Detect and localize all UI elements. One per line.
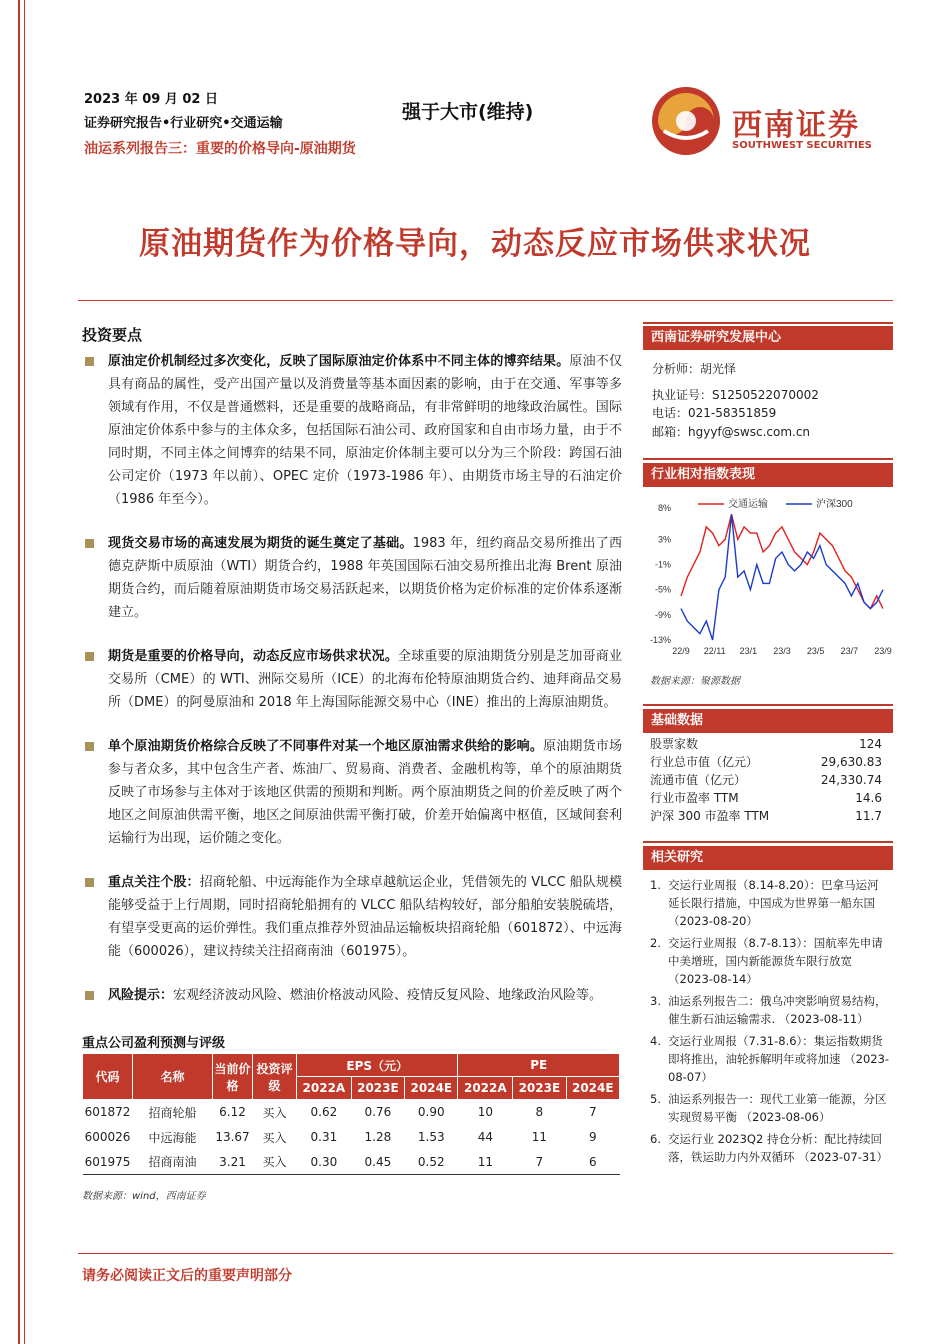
basic-data-topline <box>643 704 893 706</box>
basic-data-value: 11.7 <box>855 809 882 823</box>
bullet-bold-text: 单个原油期货价格综合反映了不同事件对某一个地区原油需求供给的影响。 <box>108 739 544 754</box>
footer-divider <box>78 1253 893 1254</box>
basic-data-value: 24,330.74 <box>820 773 882 787</box>
southwest-logo-icon <box>650 85 722 157</box>
table-source: 数据来源：wind，西南证券 <box>82 1191 206 1202</box>
legend-label: 交通运输 <box>728 499 768 510</box>
cell-price: 6.12 <box>219 1105 246 1120</box>
x-tick-label: 22/11 <box>703 646 726 656</box>
report-date: 2023 年 09 月 02 日 <box>84 92 218 107</box>
table-row <box>83 1150 620 1175</box>
th-eps: EPS（元） <box>297 1054 458 1077</box>
th-year: 2022A <box>297 1077 352 1100</box>
cell-price: 3.21 <box>213 1150 253 1175</box>
cell-value: 0.90 <box>417 1105 445 1120</box>
list-item[interactable] <box>650 1130 890 1166</box>
legend-label: 沪深300 <box>816 499 853 510</box>
analyst-license: 执业证号：S1250522070002 <box>652 388 819 402</box>
bullet-bold-text: 重点关注个股： <box>108 875 200 890</box>
th-year: 2024E <box>566 1077 619 1100</box>
logo-cn-text: 西南证券 <box>732 108 860 143</box>
bullet-bold-text: 原油定价机制经过多次变化，反映了国际原油定价体系中不同主体的博弈结果。 <box>108 354 570 369</box>
x-tick-label: 23/9 <box>874 646 892 656</box>
bullet-square-icon <box>85 357 94 366</box>
bullet-square-icon <box>85 742 94 751</box>
report-category: 证券研究报告•行业研究•交通运输 <box>84 116 283 131</box>
summary-bullet <box>82 645 622 714</box>
relative-index-chart <box>643 492 893 662</box>
x-tick-label: 23/7 <box>840 646 859 656</box>
bullet-bold-text: 风险提示： <box>108 988 174 1003</box>
cell-value: 0.62 <box>310 1105 338 1120</box>
cell-value: 0.76 <box>364 1105 392 1120</box>
table-row <box>83 1100 620 1125</box>
cell-rating: 买入 <box>253 1150 297 1175</box>
basic-data-row <box>650 753 882 771</box>
basic-data-label: 行业市盈率 TTM <box>650 791 739 805</box>
cell-value: 44 <box>477 1130 493 1144</box>
related-num: 2. <box>650 936 661 950</box>
cell-value: 11 <box>458 1150 513 1175</box>
summary-bullets <box>82 350 622 1028</box>
list-item[interactable] <box>650 934 890 988</box>
title-divider <box>78 300 893 301</box>
th-code: 代码 <box>83 1054 133 1100</box>
report-series: 油运系列报告三：重要的价格导向-原油期货 <box>84 141 356 157</box>
summary-bullet <box>82 871 622 963</box>
chart-source: 数据来源：聚源数据 <box>650 676 740 687</box>
basic-data-table <box>650 735 882 825</box>
related-heading: 相关研究 <box>643 846 893 870</box>
y-tick-label: -1% <box>654 559 671 570</box>
related-num: 6. <box>650 1132 661 1146</box>
summary-heading: 投资要点 <box>82 326 143 344</box>
related-topline <box>643 841 893 843</box>
research-center-heading: 西南证券研究发展中心 <box>643 326 893 350</box>
cell-name: 中远海能 <box>148 1130 197 1145</box>
list-item[interactable] <box>650 992 890 1028</box>
cell-value: 0.30 <box>297 1150 352 1175</box>
y-tick-label: -9% <box>654 609 671 620</box>
research-center-topline <box>643 322 893 324</box>
cell-value: 10 <box>477 1105 493 1120</box>
cell-value: 1.53 <box>417 1130 445 1144</box>
bullet-square-icon <box>85 539 94 548</box>
bullet-square-icon <box>85 878 94 887</box>
th-year: 2023E <box>513 1077 566 1100</box>
basic-data-row <box>650 789 882 807</box>
related-text: 油运系列报告一：现代工业第一能源，分区实现贸易平衡 （2023-08-06） <box>668 1092 887 1124</box>
bullet-square-icon <box>85 652 94 661</box>
th-rating: 投资评级 <box>253 1054 297 1100</box>
y-tick-label: 8% <box>657 503 671 513</box>
summary-bullet <box>82 532 622 624</box>
cell-value: 0.31 <box>310 1130 338 1144</box>
x-tick-label: 23/1 <box>739 646 758 656</box>
x-tick-label: 23/5 <box>806 646 825 656</box>
cell-name: 招商轮船 <box>148 1105 197 1120</box>
related-text: 交运行业周报（8.14-8.20）：巴拿马运河延长限行措施，中国成为世界第一船东国 （2023-08-20） <box>668 878 879 928</box>
related-num: 1. <box>650 878 661 892</box>
basic-data-row <box>650 735 882 753</box>
basic-data-label: 行业总市值（亿元） <box>650 755 759 769</box>
th-name: 名称 <box>133 1054 213 1100</box>
forecast-table-title: 重点公司盈利预测与评级 <box>82 1036 226 1051</box>
bullet-bold-text: 期货是重要的价格导向，动态反应市场供求状况。 <box>108 649 399 664</box>
list-item[interactable] <box>650 1090 890 1126</box>
related-num: 5. <box>650 1092 661 1106</box>
basic-data-label: 沪深 300 市盈率 TTM <box>650 809 770 823</box>
summary-bullet <box>82 735 622 850</box>
bullet-square-icon <box>85 991 94 1000</box>
related-text: 交运行业周报（7.31-8.6）：集运指数期货即将推出，油轮拆解明年或将加速 （2023-08-07） <box>668 1034 890 1084</box>
cell-value: 7 <box>588 1105 597 1120</box>
chart-heading: 行业相对指数表现 <box>643 463 893 487</box>
bullet-text: 招商轮船、中远海能作为全球卓越航运企业，凭借领先的 VLCC 船队规模能够受益于上行周期，同时招商轮船拥有的 VLCC 船队结构较好，部分船舶安装脱硫塔，有望享受更高的运价弹性。我们重点推荐外贸油品运输板块招商轮船（601872）、中远海能（600026），建议持续关注招商南油（601975）。 <box>108 875 622 959</box>
basic-data-row <box>650 771 882 789</box>
left-border-line <box>18 0 20 1344</box>
basic-data-value: 29,630.83 <box>820 755 882 769</box>
related-num: 4. <box>650 1034 661 1048</box>
cell-value: 8 <box>535 1105 544 1120</box>
basic-data-label: 股票家数 <box>650 737 699 751</box>
analyst-phone: 电话：021-58351859 <box>652 406 777 420</box>
summary-bullet <box>82 350 622 511</box>
related-text: 油运系列报告二：俄乌冲突影响贸易结构，催生新石油运输需求. （2023-08-11） <box>668 994 887 1026</box>
cell-value: 9 <box>588 1130 597 1144</box>
series-line-沪深300 <box>681 514 883 640</box>
footer-disclaimer: 请务必阅读正文后的重要声明部分 <box>82 1268 292 1284</box>
summary-bullet <box>82 984 622 1007</box>
th-price: 当前价格 <box>213 1054 253 1100</box>
related-num: 3. <box>650 994 661 1008</box>
basic-data-label: 流通市值（亿元） <box>650 773 747 787</box>
forecast-table <box>82 1053 620 1175</box>
basic-data-row <box>650 807 882 825</box>
cell-price: 13.67 <box>215 1130 250 1144</box>
cell-code: 601975 <box>83 1150 133 1175</box>
basic-data-value: 14.6 <box>855 791 882 805</box>
bullet-text: 全球重要的原油期货分别是芝加哥商业交易所（CME）的 WTI、洲际交易所（ICE）的北海布伦特原油期货合约、迪拜商品交易所（DME）的阿曼原油和 2018 年上海国际能源交易中心（INE）推出的上海原油期货。 <box>108 649 622 710</box>
basic-data-value: 124 <box>859 737 882 751</box>
bullet-text: 原油期货市场参与者众多，其中包含生产者、炼油厂、贸易商、消费者、金融机构等，单个的原油期货反映了市场参与主体对于该地区供需的预期和判断。两个原油期货之间的价差反映了两个地区之间原油供需平衡，地区之间原油供需平衡打破，价差开始偏离中枢值，区域间套利运输行为出现，运价随之变化。 <box>108 739 622 846</box>
bullet-text: 宏观经济波动风险、燃油价格波动风险、疫情反复风险、地缘政治风险等。 <box>173 988 603 1003</box>
cell-rating: 买入 <box>262 1130 287 1145</box>
cell-value: 6 <box>566 1150 619 1175</box>
bullet-text: 原油不仅具有商品的属性，受产出国产量以及消费量等基本面因素的影响，由于在交通、军事等多领域有作用，不仅是普通燃料，还是重要的战略商品，有非常鲜明的地缘政治属性。国际原油定价体系中参与的主体众多，包括国际石油公司、政府国家和自由市场力量，由于不同时期，不同主体之间博弈的结果不同，原油定价体制主要可以分为三个阶段：跨国石油公司定价（1973 年以前）、OPEC 定价（1973-1986 年）、由期货市场主导的石油定价（1986 年至今）。 <box>108 354 622 507</box>
report-title: 原油期货作为价格导向，动态反应市场供求状况 <box>139 226 811 262</box>
chart-heading-topline <box>643 458 893 460</box>
cell-value: 1.28 <box>364 1130 392 1144</box>
y-tick-label: 3% <box>657 534 671 545</box>
x-tick-label: 23/3 <box>773 646 791 656</box>
industry-rating: 强于大市(维持) <box>402 101 534 123</box>
logo-en-text: SOUTHWEST SECURITIES <box>732 140 872 151</box>
cell-value: 0.45 <box>351 1150 404 1175</box>
th-year: 2024E <box>405 1077 458 1100</box>
bullet-text: 1983 年，纽约商品交易所推出了西德克萨斯中质原油（WTI）期货合约，1988 年英国国际石油交易所推出北海 Brent 原油期货合约，而后随着原油期货市场交易活跃起来，以期货价格为定价标准的定价体系逐渐建立。 <box>108 536 622 620</box>
basic-data-heading: 基础数据 <box>643 709 893 733</box>
list-item[interactable] <box>650 876 890 930</box>
x-tick-label: 22/9 <box>672 646 690 656</box>
bullet-bold-text: 现货交易市场的高速发展为期货的诞生奠定了基础。 <box>108 536 413 551</box>
cell-value: 11 <box>531 1130 548 1144</box>
cell-value: 7 <box>513 1150 566 1175</box>
cell-name: 招商南油 <box>133 1150 213 1175</box>
table-row <box>83 1125 620 1150</box>
left-border-line-thin <box>24 0 25 1344</box>
y-tick-label: -5% <box>654 584 671 595</box>
list-item[interactable] <box>650 1032 890 1086</box>
related-text: 交运行业周报（8.7-8.13）：国航率先申请中美增班，国内新能源货车限行放宽 （2023-08-14） <box>668 936 883 986</box>
th-year: 2023E <box>351 1077 404 1100</box>
cell-code: 601872 <box>84 1105 131 1120</box>
related-list <box>650 876 890 1170</box>
related-text: 交运行业 2023Q2 持仓分析：配比持续回落，铁运助力内外双循环 （2023-07-31） <box>668 1132 888 1164</box>
cell-code: 600026 <box>84 1130 131 1144</box>
cell-value: 0.52 <box>405 1150 458 1175</box>
th-year: 2022A <box>458 1077 513 1100</box>
analyst-email: 邮箱：hgyyf@swsc.com.cn <box>652 425 811 439</box>
y-tick-label: -13% <box>649 635 671 645</box>
analyst-name: 分析师：胡光怿 <box>652 362 737 376</box>
th-pe: PE <box>458 1054 620 1077</box>
cell-rating: 买入 <box>262 1105 287 1120</box>
